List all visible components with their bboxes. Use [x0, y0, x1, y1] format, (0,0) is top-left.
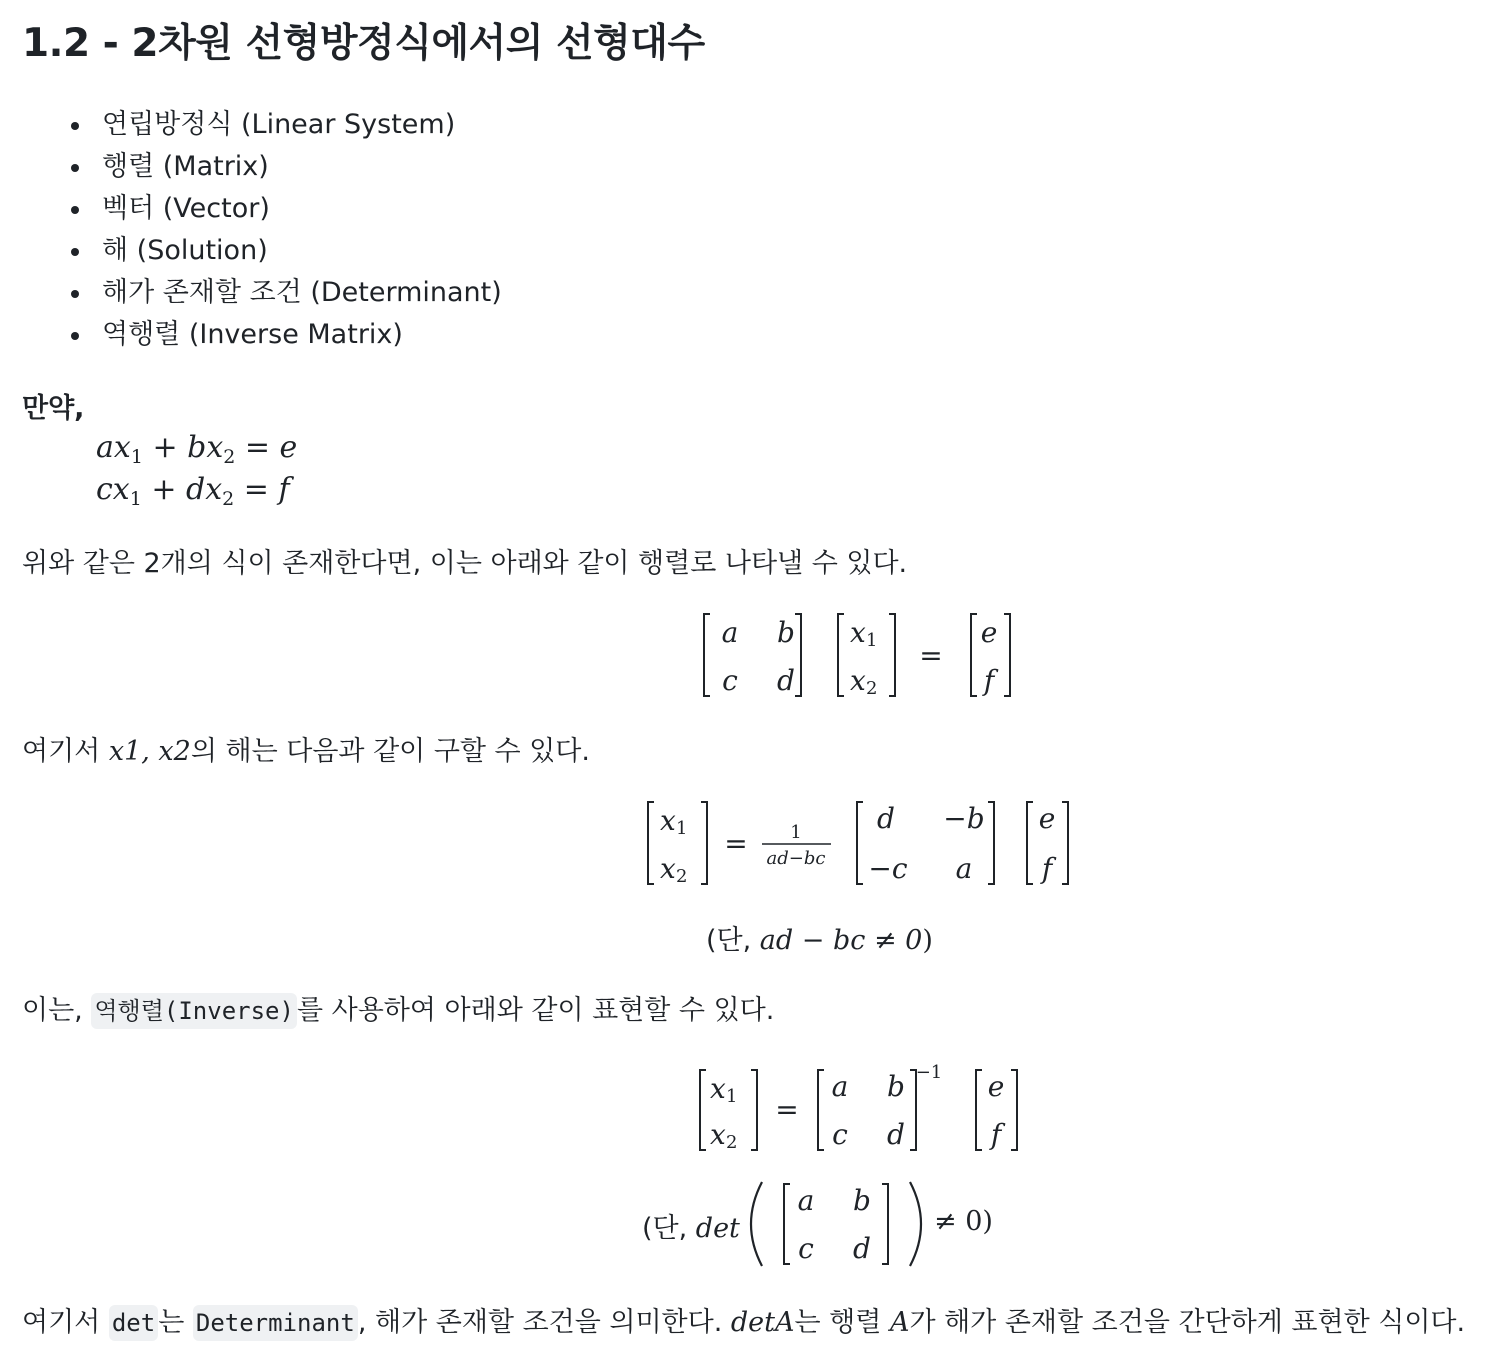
- paragraph-4-math: detA: [730, 1307, 795, 1338]
- condition-1-suffix: ): [922, 925, 933, 956]
- matrix-entry-b: b: [853, 1184, 871, 1217]
- bracket-group: [648, 802, 1068, 884]
- matrix-entry-b: b: [777, 616, 795, 649]
- paragraph-3: [22, 988, 774, 1027]
- eq2-sub1: 1: [129, 488, 142, 510]
- paren-left: [751, 1182, 762, 1266]
- paragraph-4-text: 가 해가 존재할 조건을 간단하게 표현한 식이다.: [909, 1307, 1466, 1338]
- subscript-2: 2: [676, 866, 688, 887]
- lead-text: 만약,: [22, 393, 85, 424]
- subscript-1: 1: [726, 1086, 738, 1107]
- matrix-entry-d: d: [777, 664, 795, 697]
- list-item: 해 (Solution): [102, 230, 502, 272]
- vector-entry-x: x: [850, 616, 866, 649]
- eq2-term2: + dx: [141, 472, 223, 507]
- matrix-entry-neg-b: −b: [943, 802, 985, 835]
- vector-entry-e: e: [987, 1070, 1005, 1103]
- inline-code: 역행렬(Inverse): [91, 993, 297, 1029]
- bracket-right: [889, 614, 895, 696]
- condition-2-prefix-text: (단,: [642, 1213, 696, 1244]
- paragraph-4-math: A: [889, 1307, 910, 1338]
- eq1-term1: ax: [96, 430, 131, 465]
- bracket-right: [1011, 1070, 1017, 1150]
- matrix-entry-d: d: [853, 1232, 871, 1265]
- paragraph-2-text: 의 해는 다음과 같이 구할 수 있다.: [190, 736, 590, 767]
- bracket-left: [784, 1184, 790, 1264]
- equals-sign: =: [775, 1093, 799, 1126]
- matrix-entry-b: b: [887, 1070, 905, 1103]
- equals-sign: =: [919, 639, 943, 672]
- matrix-entry-a: a: [955, 852, 973, 885]
- bracket-group: [700, 1070, 1017, 1150]
- paren-right: [910, 1182, 921, 1266]
- matrix-entry-a: a: [721, 616, 739, 649]
- eq1-rhs: = e: [235, 430, 298, 465]
- bracket-left: [704, 614, 710, 696]
- subscript-2: 2: [726, 1132, 738, 1153]
- vector-entry-f: f: [990, 1118, 1002, 1151]
- condition-2-suffix: ≠ 0): [934, 1206, 993, 1237]
- list-item: 해가 존재할 조건 (Determinant): [102, 272, 502, 314]
- bracket-right: [1004, 614, 1010, 696]
- bracket-left: [971, 614, 977, 696]
- matrix-equation-solution: [636, 792, 1076, 896]
- paragraph-1: 위와 같은 2개의 식이 존재한다면, 이는 아래와 같이 행렬로 나타낼 수 있다.: [22, 548, 908, 579]
- bracket-left: [838, 614, 844, 696]
- matrix-entry-d: d: [877, 802, 895, 835]
- vector-entry-x: x: [710, 1072, 726, 1105]
- matrix-entry-c: c: [832, 1118, 848, 1151]
- eq2-term1: cx: [96, 472, 130, 507]
- bracket-right: [751, 1070, 757, 1150]
- matrix-entry-a: a: [831, 1070, 849, 1103]
- bracket-left: [700, 1070, 706, 1150]
- bracket-left: [857, 802, 863, 884]
- paragraph-4-text: 는: [158, 1307, 193, 1338]
- matrix-equation-system: [690, 604, 1030, 708]
- equation-2: [96, 472, 290, 510]
- det-function: det: [695, 1213, 740, 1244]
- det-argument-matrix: [742, 1174, 930, 1274]
- bracket-right: [882, 1184, 888, 1264]
- vector-entry-x: x: [660, 804, 676, 837]
- equation-1: [96, 430, 297, 468]
- paragraph-2-math: x1, x2: [108, 736, 191, 767]
- fraction-numerator: 1: [790, 822, 802, 843]
- paragraph-3-text: 를 사용하여 아래와 같이 표현할 수 있다.: [296, 995, 775, 1026]
- list-item: 행렬 (Matrix): [102, 146, 502, 188]
- vector-entry-x: x: [660, 852, 676, 885]
- inverse-exponent: −1: [915, 1062, 943, 1083]
- inline-code: Determinant: [193, 1305, 358, 1341]
- matrix-entry-c: c: [798, 1232, 814, 1265]
- vector-entry-f: f: [1041, 852, 1053, 885]
- eq2-sub2: 2: [222, 488, 235, 510]
- paragraph-2-text: 여기서: [22, 736, 109, 767]
- paragraph-4-text: 는 행렬: [794, 1307, 890, 1338]
- bracket-right: [701, 802, 707, 884]
- subscript-2: 2: [866, 678, 878, 699]
- inline-code: det: [109, 1305, 158, 1341]
- vector-entry-x: x: [710, 1118, 726, 1151]
- equals-sign: =: [724, 827, 748, 860]
- bracket-left: [976, 1070, 982, 1150]
- matrix-entry-neg-c: −c: [868, 852, 908, 885]
- condition-1: [706, 918, 933, 957]
- bracket-left: [1027, 802, 1033, 884]
- paragraph-2: [22, 729, 590, 768]
- matrix-entry-a: a: [797, 1184, 815, 1217]
- bracket-right: [795, 614, 801, 696]
- vector-entry-e: e: [980, 616, 998, 649]
- eq1-term2: + bx: [142, 430, 224, 465]
- matrix-equation-inverse: [688, 1058, 1028, 1162]
- vector-entry-f: f: [983, 664, 995, 697]
- condition-1-prefix: (단,: [706, 925, 760, 956]
- paragraph-4-text: 여기서: [22, 1307, 109, 1338]
- topic-list: [102, 104, 502, 356]
- bracket-left: [818, 1070, 824, 1150]
- eq1-sub2: 2: [223, 446, 236, 468]
- condition-2-prefix: [642, 1206, 740, 1245]
- list-item: 연립방정식 (Linear System): [102, 104, 502, 146]
- vector-entry-x: x: [850, 664, 866, 697]
- vector-entry-e: e: [1038, 802, 1056, 835]
- bracket-right: [1062, 802, 1068, 884]
- eq2-rhs: = f: [234, 472, 290, 507]
- subscript-1: 1: [866, 630, 878, 651]
- bracket-right: [988, 802, 994, 884]
- matrix-entry-c: c: [722, 664, 738, 697]
- subscript-1: 1: [676, 818, 688, 839]
- bracket-left: [648, 802, 654, 884]
- list-item: 벡터 (Vector): [102, 188, 502, 230]
- paragraph-4: [22, 1300, 1465, 1339]
- eq1-sub1: 1: [130, 446, 143, 468]
- list-item: 역행렬 (Inverse Matrix): [102, 314, 502, 356]
- matrix-entry-d: d: [887, 1118, 905, 1151]
- paragraph-3-text: 이는,: [22, 995, 92, 1026]
- paragraph-4-text: , 해가 존재할 조건을 의미한다.: [357, 1307, 731, 1338]
- condition-1-math: ad − bc ≠ 0: [759, 925, 923, 956]
- fraction-denominator: ad−bc: [766, 848, 826, 869]
- page-title: 1.2 - 2차원 선형방정식에서의 선형대수: [22, 21, 705, 66]
